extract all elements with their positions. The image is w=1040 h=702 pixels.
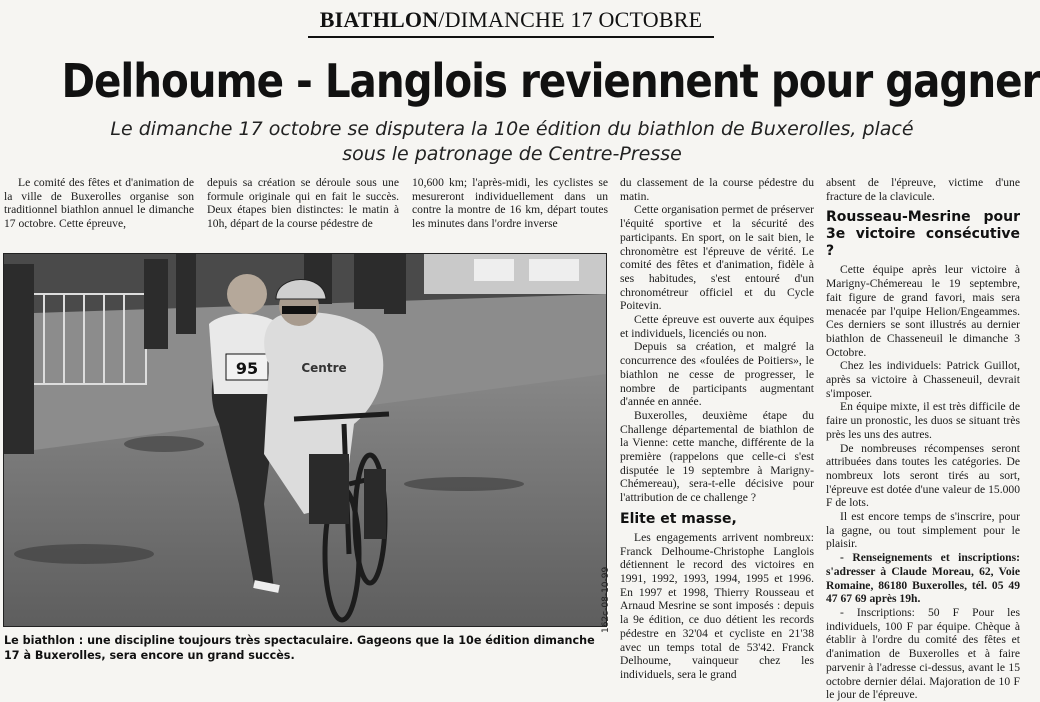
section-heading-rousseau: Rousseau-Mesrine pour 3e victoire consécutive ? [826, 209, 1020, 260]
column-4-paragraph: du classement de la course pédestre du matin. [620, 176, 814, 203]
race-photo-illustration [4, 254, 606, 626]
subheadline: Le dimanche 17 octobre se disputera la 10e édition du biathlon de Buxerolles, placé sous le patronage de Centre-Presse [110, 118, 914, 165]
column-5-paragraph: Il est encore temps de s'inscrire, pour la gagne, ou tout simplement pour le plaisir. [826, 510, 1020, 551]
column-4-paragraph: Cette organisation permet de préserver l'équité sportive et la sécurité des participants. En sport, on le sait bien, le chronomètre est l'épreuve de vérité. Le comité des fêtes et d'animation, fidèle à ses habitudes, s'est entouré d'un chronométreur officiel et du Cycle Poitevin. [620, 203, 814, 313]
column-5-paragraph: - Inscriptions: 50 F Pour les individuels, 100 F par équipe. Chèque à établir à l'ordre du comité des fêtes et d'animation de Buxerolles et à faire parvenir à l'adresse ci-dessus, avant le 15 octobre dernier délai. Majoration de 10 F le jour de l'épreuve. [826, 605, 1020, 702]
photo-credit: 162c-08-10-99 [601, 566, 611, 633]
column-4-paragraph: Buxerolles, deuxième étape du Challenge départemental de biathlon de la Vienne: cette manche, différente de la première (rappelons que celle-ci s'est disputée le 19 septembre à Marigny-Chémereau), sera-t-elle décisive pour l'attribution de ce challenge ? [620, 408, 814, 505]
column-2-paragraph: depuis sa création se déroule sous une formule originale qui en fait le succès. Deux étapes bien distinctes: le matin à 10h, départ de la course pédestre de [207, 176, 399, 231]
column-5-paragraph: De nombreuses récompenses seront attribuées dans toutes les catégories. De nombreux lots seront tirés au sort, l'épreuve est dotée d'une valeur de 15.000 F de lots. [826, 441, 1020, 510]
column-5-info: - Renseignements et inscriptions: s'adresser à Claude Moreau, 62, Voie Romaine, 86180 Buxerolles, tél. 05 49 47 67 69 après 19h. [826, 551, 1020, 606]
column-3-paragraph: 10,600 km; l'après-midi, les cyclistes se mesureront individuellement dans un contre la montre de 16 km, départ toutes les minutes dans l'ordre inverse [412, 176, 608, 231]
section-heading-elite: Elite et masse, [620, 510, 737, 527]
article-column-2 [207, 176, 399, 250]
column-4-paragraph: Depuis sa création, et malgré la concurrence des «foulées de Poitiers», le biathlon ne cesse de progresser, le nombre de participants augmentant d'année en année. [620, 340, 814, 409]
column-5-paragraph: Cette équipe après leur victoire à Marigny-Chémereau le 19 septembre, fait figure de grand favori, mais sera menacée par l'quipe Helion/Engeammes. Ces derniers se sont illustrés au dernier biathlon de Chasseneuil le dimanche 3 Octobre. [826, 263, 1020, 359]
column-1-paragraph: Le comité des fêtes et d'animation de la ville de Buxerolles organise son traditionnel biathlon annuel le dimanche 17 octobre. Cette épreuve, [4, 176, 194, 231]
kicker-section: BIATHLON [319, 7, 439, 32]
jersey-text: Centre [301, 361, 347, 375]
column-4-paragraph: Les engagements arrivent nombreux: Franck Delhoume-Christophe Langlois détiennent le record des victoires en 1991, 1992, 1993, 1994, 1995 et 1996. En 1997 et 1998, Thierry Rousseau et Arnaud Mesrine se sont imposés : depuis la 9e édition, ce duo détient les records pédestre en 32'04 et cycliste en 21'38 avec un temps total de 53'42. Franck Delhoume, vainqueur chez les individuels, sera le grand [620, 530, 814, 681]
article-column-5 [826, 176, 1020, 702]
column-4-paragraph: Cette épreuve est ouverte aux équipes et individuels, licenciés ou non. [620, 313, 814, 340]
column-5-paragraph: Chez les individuels: Patrick Guillot, après sa victoire à Chasseneuil, devrait s'imposer. [826, 359, 1020, 400]
article-column-3 [412, 176, 608, 250]
photo-caption: Le biathlon : une discipline toujours très spectaculaire. Gageons que la 10e édition dimanche 17 à Buxerolles, sera encore un grand succès. [4, 634, 595, 662]
column-5-paragraph: En équipe mixte, il est très difficile de faire un pronostic, les duos se situant très près les uns des autres. [826, 400, 1020, 441]
bib-number: 95 [235, 359, 259, 378]
kicker-date: /DIMANCHE 17 OCTOBRE [438, 7, 703, 32]
column-5-lead: absent de l'épreuve, victime d'une fracture de la clavicule. [826, 176, 1020, 203]
article-column-4 [620, 176, 814, 681]
article-column-1 [4, 176, 194, 250]
headline: Delhoume - Langlois reviennent pour gagner [61, 54, 1040, 108]
race-photo [3, 253, 607, 627]
section-kicker [308, 6, 714, 38]
